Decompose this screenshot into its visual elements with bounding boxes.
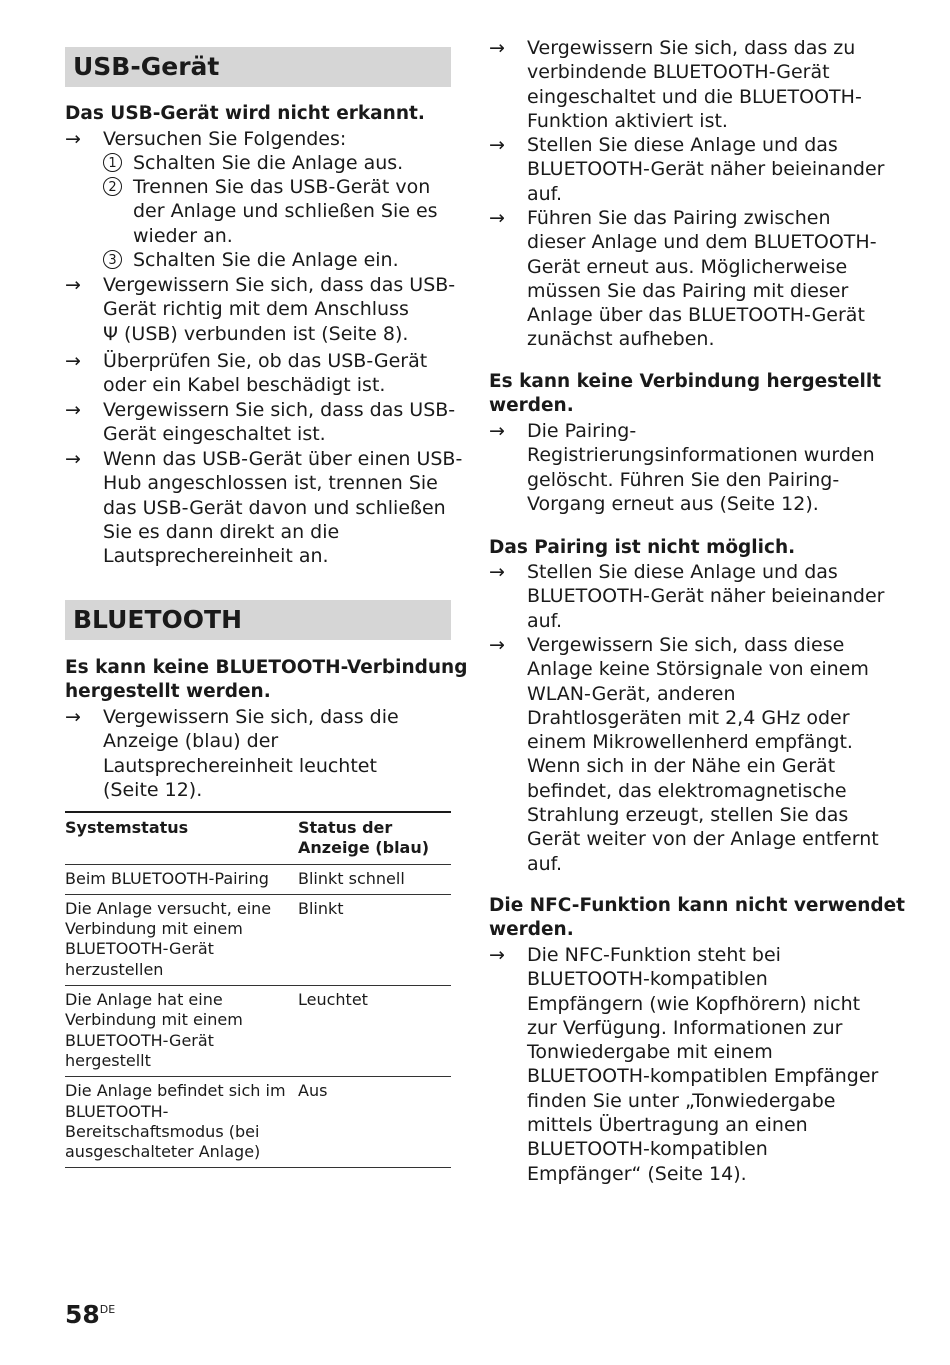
status-table xyxy=(65,811,451,1168)
list-item-text: Vergewissern Sie sich, dass das zu verbindende BLUETOOTH-Gerät eingeschaltet und die BLUETOOTH- Funktion aktiviert ist. xyxy=(527,37,862,132)
arrow-icon: → xyxy=(489,207,505,229)
list-item-text: Stellen Sie diese Anlage und das BLUETOOTH-Gerät näher beieinander auf. xyxy=(527,561,885,632)
step-text: Schalten Sie die Anlage ein. xyxy=(133,249,399,271)
arrow-icon: → xyxy=(489,634,505,656)
table-cell: Blinkt xyxy=(298,894,451,985)
table-row xyxy=(65,1077,451,1168)
problem-heading: Das Pairing ist nicht möglich. xyxy=(489,537,796,558)
page-number xyxy=(65,1300,115,1329)
list-item-text: Führen Sie das Pairing zwischen dieser Anlage und dem BLUETOOTH- Gerät erneut aus. Möglicherweise müssen Sie das Pairing mit dieser Anlage über das BLUETOOTH-Gerät zunächst aufheben. xyxy=(527,207,877,351)
column-header: Status der Anzeige (blau) xyxy=(298,818,430,858)
table-header-row xyxy=(65,812,451,864)
list-item-text: Vergewissern Sie sich, dass die Anzeige (blau) der Lautsprechereinheit leuchtet (Seite 12). xyxy=(103,706,399,801)
list-item-text: Vergewissern Sie sich, dass diese Anlage keine Störsignale von einem WLAN-Gerät, anderen Drahtlosgeräten mit 2,4 GHz oder einem Mikrowellenherd empfängt. Wenn sich in der Nähe ein Gerät befindet, das elektromagnetische Strahlung erzeugt, stellen Sie das Gerät weiter von der Anlage entfernt auf. xyxy=(527,634,879,875)
step-text: Trennen Sie das USB-Gerät von der Anlage und schließen Sie es wieder an. xyxy=(133,176,438,247)
table-cell: Die Anlage versucht, eine Verbindung mit einem BLUETOOTH-Gerät herzustellen xyxy=(65,894,298,985)
arrow-icon: → xyxy=(65,128,81,150)
arrow-icon: → xyxy=(489,37,505,59)
table-cell: Blinkt schnell xyxy=(298,864,451,894)
problem-heading: Die NFC-Funktion kann nicht verwendet werden. xyxy=(489,895,906,941)
table-cell: Aus xyxy=(298,1077,451,1168)
problem-heading: Es kann keine BLUETOOTH-Verbindung hergestellt werden. xyxy=(65,657,468,703)
arrow-icon: → xyxy=(65,274,81,296)
section-heading-bluetooth: BLUETOOTH xyxy=(65,600,451,640)
list-item-text: Überprüfen Sie, ob das USB-Gerät oder ein Kabel beschädigt ist. xyxy=(103,350,428,397)
list-item-text: Vergewissern Sie sich, dass das USB- Gerät richtig mit dem Anschluss Ψ (USB) verbunden ist (Seite 8). xyxy=(103,274,456,345)
section-heading-usb: USB-Gerät xyxy=(65,47,451,87)
list-item-text: Stellen Sie diese Anlage und das BLUETOOTH-Gerät näher beieinander auf. xyxy=(527,134,885,205)
arrow-icon: → xyxy=(489,134,505,156)
step-number: 2 xyxy=(103,177,122,196)
problem-heading: Es kann keine Verbindung hergestellt werden. xyxy=(489,371,882,417)
page-number-value: 58 xyxy=(65,1300,100,1329)
arrow-icon: → xyxy=(489,561,505,583)
problem-heading: Das USB-Gerät wird nicht erkannt. xyxy=(65,103,425,124)
table-row xyxy=(65,894,451,985)
step-number: 1 xyxy=(103,153,122,172)
arrow-icon: → xyxy=(65,399,81,421)
list-item-text: Wenn das USB-Gerät über einen USB- Hub angeschlossen ist, trennen Sie das USB-Gerät davon und schließen Sie es dann direkt an die Lautsprechereinheit an. xyxy=(103,448,463,568)
arrow-icon: → xyxy=(65,706,81,728)
table-row xyxy=(65,864,451,894)
arrow-icon: → xyxy=(489,420,505,442)
step-text: Schalten Sie die Anlage aus. xyxy=(133,152,404,174)
list-item-text: Die NFC-Funktion steht bei BLUETOOTH-kompatiblen Empfängern (wie Kopfhörern) nicht zur Verfügung. Informationen zur Tonwiedergabe mit einem BLUETOOTH-kompatiblen Empfänger finden Sie unter „Tonwiedergabe mittels Übertragung an einen BLUETOOTH-kompatiblen Empfänger“ (Seite 14). xyxy=(527,944,879,1185)
list-item-text: Versuchen Sie Folgendes: xyxy=(103,128,347,150)
arrow-icon: → xyxy=(65,448,81,470)
step-number: 3 xyxy=(103,250,122,269)
page-language: DE xyxy=(99,1303,116,1316)
column-header: Systemstatus xyxy=(65,818,189,837)
arrow-icon: → xyxy=(489,944,505,966)
table-cell: Die Anlage befindet sich im BLUETOOTH- Bereitschaftsmodus (bei ausgeschalteter Anlage) xyxy=(65,1077,298,1168)
table-row xyxy=(65,986,451,1077)
list-item-text: Die Pairing- Registrierungsinformationen wurden gelöscht. Führen Sie den Pairing- Vorgang erneut aus (Seite 12). xyxy=(527,420,875,515)
list-item-text: Vergewissern Sie sich, dass das USB- Gerät eingeschaltet ist. xyxy=(103,399,456,446)
table-cell: Leuchtet xyxy=(298,986,451,1077)
table-cell: Die Anlage hat eine Verbindung mit einem BLUETOOTH-Gerät hergestellt xyxy=(65,986,298,1077)
arrow-icon: → xyxy=(65,350,81,372)
table-cell: Beim BLUETOOTH-Pairing xyxy=(65,864,298,894)
